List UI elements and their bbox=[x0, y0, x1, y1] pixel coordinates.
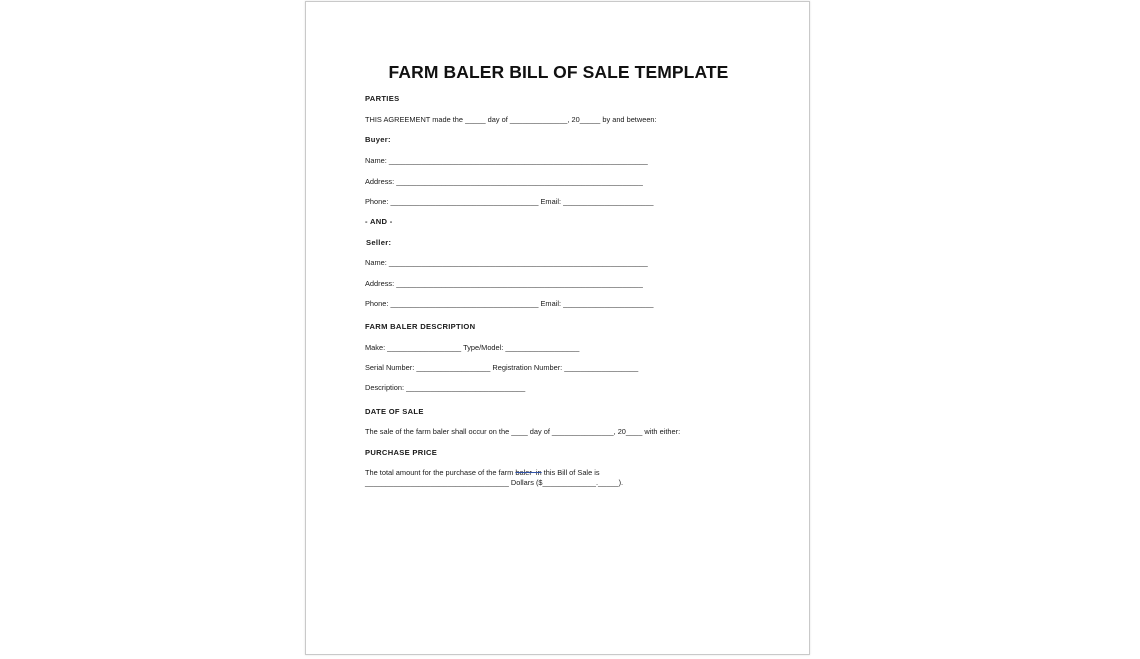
buyer-address-line: Address: ____________________________________________________________ bbox=[365, 177, 643, 186]
purchase-text-after: this Bill of Sale is bbox=[541, 468, 600, 477]
buyer-phone-email-line: Phone: ____________________________________ Email: ______________________ bbox=[365, 197, 654, 206]
description-heading: FARM BALER DESCRIPTION bbox=[365, 322, 476, 331]
seller-label: Seller: bbox=[366, 238, 392, 247]
seller-name-line: Name: _______________________________________________________________ bbox=[365, 258, 648, 267]
purchase-text-before: The total amount for the purchase of the farm bbox=[365, 468, 516, 477]
purchase-price-line-1 bbox=[365, 468, 600, 477]
purchase-price-line-2: ___________________________________ Dollars ($_____________._____). bbox=[365, 478, 624, 487]
description-line: Description: _____________________________ bbox=[365, 383, 526, 392]
serial-registration-line: Serial Number: __________________ Registration Number: __________________ bbox=[365, 363, 639, 372]
and-separator: - AND - bbox=[365, 217, 393, 226]
buyer-name-line: Name: _______________________________________________________________ bbox=[365, 156, 648, 165]
document-page bbox=[305, 1, 810, 655]
date-of-sale-heading: DATE OF SALE bbox=[365, 407, 424, 416]
parties-heading: PARTIES bbox=[365, 94, 400, 103]
struck-text: baler in bbox=[515, 468, 542, 477]
buyer-label: Buyer: bbox=[365, 135, 391, 144]
seller-address-line: Address: ____________________________________________________________ bbox=[365, 279, 643, 288]
seller-phone-email-line: Phone: ____________________________________ Email: ______________________ bbox=[365, 299, 654, 308]
purchase-price-heading: PURCHASE PRICE bbox=[365, 448, 438, 457]
make-model-line: Make: __________________ Type/Model: __________________ bbox=[365, 343, 580, 352]
agreement-line: THIS AGREEMENT made the _____ day of ______________, 20_____ by and between: bbox=[365, 115, 657, 124]
date-of-sale-text: The sale of the farm baler shall occur on the ____ day of _______________, 20____ with either: bbox=[365, 427, 681, 436]
document-title: FARM BALER BILL OF SALE TEMPLATE bbox=[388, 62, 729, 82]
